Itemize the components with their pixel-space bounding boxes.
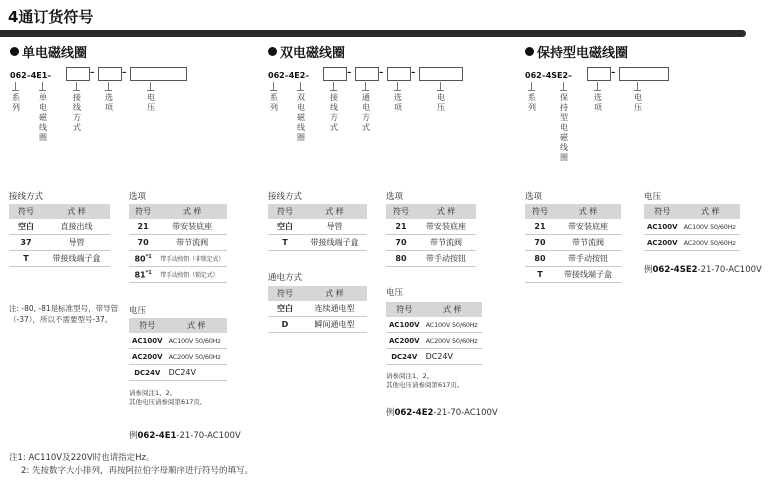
bullet-icon: [10, 47, 19, 56]
label-voltage: 电压: [437, 93, 445, 112]
table-options-double: 符号 式 样 21 带安装底座 70 带节流阀 80 带手动按钮: [386, 204, 476, 267]
title-rule: [0, 30, 746, 37]
caption-options-latching: 选项: [525, 192, 543, 202]
code-dash: –: [411, 68, 416, 78]
page-title: 4通订货符号: [8, 8, 94, 26]
label-type: 双电磁线圈: [297, 93, 305, 142]
note-single: 注: -80, -81是标准型号，带导管（-37），所以不需要型号-37。: [9, 304, 119, 324]
label-type: 保持型电磁线圈: [560, 93, 568, 162]
example-latching: 例062-4SE2-21-70-AC100V: [644, 265, 762, 275]
label-series: 系列: [528, 93, 536, 112]
code-slot-voltage: [419, 67, 463, 81]
table-options-latching: 符号 式 样 21 带安装底座 70 带节流阀 80 带手动按钮 T 带接线端子盒: [525, 204, 621, 283]
caption-options-single: 选项: [129, 192, 147, 202]
ref-note-double: 请参阅注1、2。 其他电压请参阅第617页。: [386, 372, 464, 389]
model-code-latching: 062–4SE2–: [525, 71, 573, 80]
ref-note-single: 请参阅注1、2。 其他电压请参阅第617页。: [129, 389, 207, 406]
label-voltage: 电压: [147, 93, 155, 112]
code-slot-option: [98, 67, 122, 81]
code-slot-voltage: [619, 67, 669, 81]
table-voltage-latching: 符号 式 样 AC100V AC100V 50/60Hz AC200V AC200V 50/60Hz: [644, 204, 740, 251]
label-wiring: 接线方式: [330, 93, 338, 132]
code-slot-wiring: [66, 67, 90, 81]
bullet-icon: [268, 47, 277, 56]
label-option: 选项: [594, 93, 602, 112]
code-slot-option: [387, 67, 411, 81]
label-voltage: 电压: [634, 93, 642, 112]
code-dash: –: [379, 68, 384, 78]
label-series: 系列: [12, 93, 20, 112]
caption-wiring-single: 接线方式: [9, 192, 44, 202]
section-title-latching: 保持型电磁线圈: [525, 42, 628, 61]
table-options-single: 符号 式 样 21 带安装底座 70 带节流阀 80$^{*1}$ 带手动按钮（非锁定式） 81$^{*1}$ 带手动按钮（锁定式）: [129, 204, 227, 283]
code-dash: –: [90, 68, 95, 78]
model-code-double: 062–4E2–: [268, 71, 310, 80]
label-wiring: 接线方式: [73, 93, 81, 132]
caption-voltage-single: 电压: [129, 306, 147, 316]
table-wiring-double: 符号 式 样 空白 导管 T 带接线端子盒: [268, 204, 367, 251]
caption-wiring-double: 接线方式: [268, 192, 303, 202]
code-dash: –: [122, 68, 127, 78]
caption-voltage-double: 电压: [386, 288, 404, 298]
table-wiring-single: 符号 式 样 空白 直接出线 37 导管 T 带接线端子盒: [9, 204, 110, 267]
caption-options-double: 选项: [386, 192, 404, 202]
section-title-double: 双电磁线圈: [268, 42, 345, 61]
example-double: 例062-4E2-21-70-AC100V: [386, 408, 498, 418]
caption-energize-double: 通电方式: [268, 273, 303, 283]
table-voltage-double: 符号 式 样 AC100V AC100V 50/60Hz AC200V AC200V 50/60Hz DC24V DC24V: [386, 302, 482, 365]
label-type: 单电磁线圈: [39, 93, 47, 142]
code-slot-wiring: [323, 67, 347, 81]
label-series: 系列: [270, 93, 278, 112]
code-slot-option: [587, 67, 611, 81]
code-slot-energize: [355, 67, 379, 81]
code-dash: –: [611, 68, 616, 78]
label-option: 选项: [105, 93, 113, 112]
code-dash: –: [347, 68, 352, 78]
model-code-single: 062–4E1–: [10, 71, 52, 80]
table-energize-double: 符号 式 样 空白 连续通电型 D 瞬间通电型: [268, 286, 367, 333]
bullet-icon: [525, 47, 534, 56]
footnote-2: 2: 先按数字大小排列，再按阿拉伯字母顺序进行符号的填写。: [21, 466, 253, 476]
section-title-single: 单电磁线圈: [10, 42, 87, 61]
label-energize: 通电方式: [362, 93, 370, 132]
label-option: 选项: [394, 93, 402, 112]
footnote-1: 注1: AC110V及220V时也请指定Hz。: [9, 453, 155, 463]
table-voltage-single: 符号 式 样 AC100V AC100V 50/60Hz AC200V AC200V 50/60Hz DC24V DC24V: [129, 318, 227, 381]
example-single: 例062-4E1-21-70-AC100V: [129, 431, 241, 441]
caption-voltage-latching: 电压: [644, 192, 662, 202]
code-slot-voltage: [130, 67, 187, 81]
